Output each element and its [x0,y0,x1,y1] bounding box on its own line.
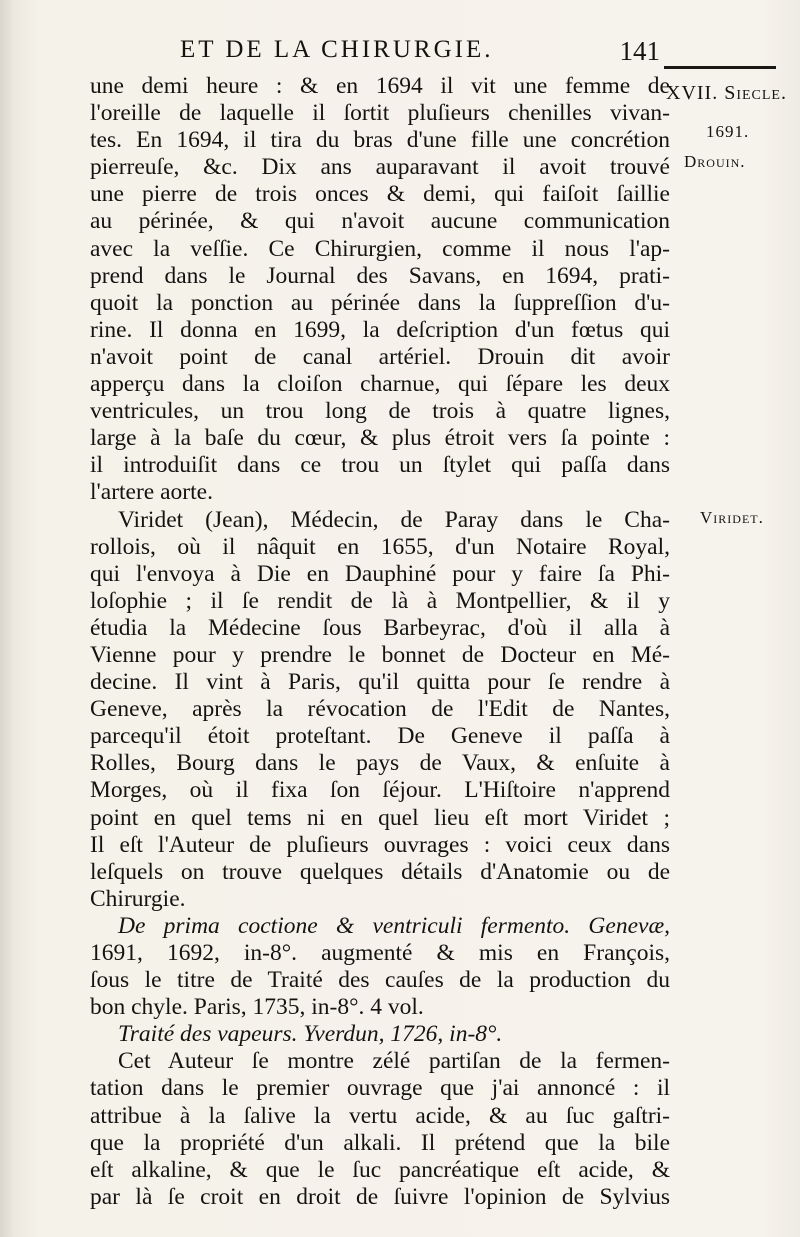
bibliography-entry: Traité des vapeurs. Yverdun, 1726, in-8°. [118,1021,503,1048]
text-line: apperçu dans la cloiſon charnue, qui ſépare les deux [90,371,670,398]
text-line: une pierre de trois onces & demi, qui faiſoit ſaillie [90,181,670,208]
body-text [90,73,670,1211]
text-line: leſquels on trouve quelques détails d'Anatomie ou de [90,858,670,885]
text-line: étudia la Médecine ſous Barbeyrac, d'où il alla à [90,614,670,641]
text-line: decine. Il vint à Paris, qu'il quitta pour ſe rendre à [90,669,670,696]
margin-author-drouin: Drouin. [684,152,746,171]
text-line: eſt alkaline, & que le ſuc pancréatique eſt acide, & [90,1156,670,1183]
text-line: par là ſe croit en droit de ſuivre l'opinion de Sylvius [90,1183,670,1210]
text-line: rollois, où il nâquit en 1655, d'un Notaire Royal, [90,533,670,560]
text-line: Il eſt l'Auteur de pluſieurs ouvrages : voici ceux dans [90,831,670,858]
text-line: large à la baſe du cœur, & plus étroit vers ſa pointe : [90,425,670,452]
text-line: qui l'envoya à Die en Dauphiné pour y faire ſa Phi- [90,560,670,587]
text-line: ventricules, un trou long de trois à quatre lignes, [90,398,670,425]
text-line: pierreuſe, &c. Dix ans auparavant il avoit trouvé [90,154,670,181]
margin-century: XVII. Siecle. [666,82,787,104]
margin-author-viridet: Viridet. [700,508,764,527]
text-line: une demi heure : & en 1694 il vit une femme de [90,73,670,99]
text-line: prend dans le Journal des Savans, en 1694, prati- [90,262,670,289]
text-line: bon chyle. Paris, 1735, in-8°. 4 vol. [90,994,424,1021]
text-line: quoit la ponction au périnée dans la ſuppreſſion d'u- [90,289,670,316]
text-line: attribue à la ſalive la vertu acide, & au ſuc gaſtri- [90,1102,670,1129]
text-line: tes. En 1694, il tira du bras d'une fille une concrétion [90,127,670,154]
text-line: rine. Il donna en 1699, la deſcription d'un fœtus qui [90,316,670,343]
text-line: Geneve, après la révocation de l'Edit de Nantes, [90,696,670,723]
paragraph-start: Cet Auteur ſe montre zélé partiſan de la fermen- [118,1048,670,1075]
text-line: Rolles, Bourg dans le pays de Vaux, & enſuite à [90,750,670,777]
text-line: avec la veſſie. Ce Chirurgien, comme il nous l'ap- [90,235,670,262]
margin-year: 1691. [706,122,750,141]
text-line: que la propriété d'un alkali. Il prétend que la bile [90,1129,670,1156]
text-line: point en quel tems ni en quel lieu eſt mort Viridet ; [90,804,670,831]
text-line: loſophie ; il ſe rendit de là à Montpellier, & il y [90,587,670,614]
text-line: Chirurgie. [90,885,186,912]
text-line: 1691, 1692, in-8°. augmenté & mis en François, [90,940,670,966]
text-line: Vienne pour y prendre le bonnet de Docteur en Mé- [90,641,670,668]
text-line: Morges, où il fixa ſon ſéjour. L'Hiſtoire n'apprend [90,777,670,804]
margin-rule [664,66,776,69]
text-line: tation dans le premier ouvrage que j'ai annoncé : il [90,1075,670,1102]
text-line: n'avoit point de canal artériel. Drouin dit avoir [90,343,670,370]
text-line: parcequ'il étoit proteſtant. De Geneve il paſſa à [90,723,670,750]
paragraph-start: Viridet (Jean), Médecin, de Paray dans le Cha- [118,506,670,533]
text-line: ſous le titre de Traité des cauſes de la production du [90,967,670,994]
running-head [100,34,660,68]
running-title: ET DE LA CHIRURGIE. [180,36,494,63]
page-number: 141 [619,36,660,66]
text-line: l'artere aorte. [90,479,213,506]
text-line: il introduiſit dans ce trou un ſtylet qui paſſa dans [90,452,670,479]
text-line: au périnée, & qui n'avoit aucune communication [90,208,670,235]
text-line: l'oreille de laquelle il ſortit pluſieurs chenilles vivan- [90,100,670,127]
bibliography-entry: De prima coctione & ventriculi fermento. Genevæ, [118,912,670,939]
